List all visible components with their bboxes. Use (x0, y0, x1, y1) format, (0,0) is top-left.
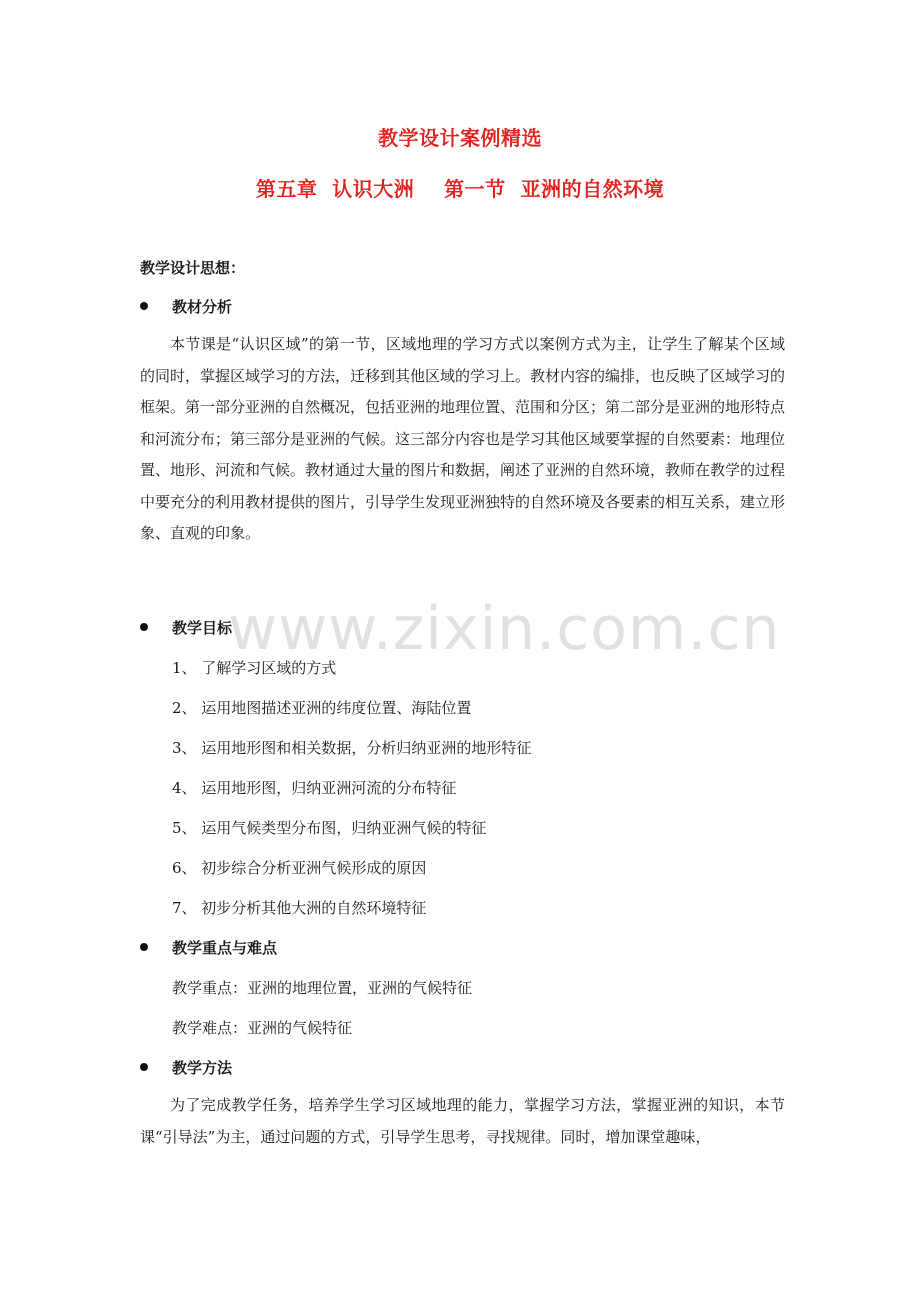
objectives-heading: 教学目标 (172, 619, 233, 637)
page-title: 教学设计案例精选 (378, 126, 542, 150)
bullet-icon (140, 302, 148, 310)
analysis-paragraph: 本节课是“认识区域”的第一节，区域地理的学习方式以案例方式为主，让学生了解某个区域的同时，掌握区域学习的方法，迁移到其他区域的学习上。教材内容的编排，也反映了区域学习的框架。第一部分亚洲的自然概况，包括亚洲的地理位置、范围和分区；第二部分是亚洲的地形特点和河流分布；第三部分是亚洲的气候。这三部分内容也是学习其他区域要掌握的自然要素：地理位置、地形、河流和气候。教材通过大量的图片和数据，阐述了亚洲的自然环境，教师在教学的过程中要充分的利用教材提供的图片，引导学生发现亚洲独特的自然环境及各要素的相互关系，建立形象、直观的印象。 (140, 335, 786, 542)
objective-item: 6、 初步综合分析亚洲气候形成的原因 (172, 859, 427, 877)
design-heading: 教学设计思想： (140, 259, 246, 277)
bullet-icon (140, 943, 148, 951)
section-title: 第一节 亚洲的自然环境 (444, 177, 665, 201)
analysis-heading: 教材分析 (172, 298, 233, 316)
watermark: www.zixin.com.cn (228, 594, 781, 664)
objective-item: 4、 运用地形图，归纳亚洲河流的分布特征 (172, 779, 457, 797)
objective-item: 7、 初步分析其他大洲的自然环境特征 (172, 899, 427, 917)
objective-item: 3、 运用地形图和相关数据，分析归纳亚洲的地形特征 (172, 739, 532, 757)
chapter-title: 第五章 认识大洲 (255, 177, 415, 201)
page-subtitle (0, 173, 920, 202)
methods-heading: 教学方法 (172, 1059, 233, 1077)
key-point-difficulty: 教学难点：亚洲的气候特征 (172, 1019, 353, 1037)
bullet-icon (140, 623, 148, 631)
key-point-focus: 教学重点：亚洲的地理位置，亚洲的气候特征 (172, 979, 473, 997)
bullet-icon (140, 1063, 148, 1071)
objective-item: 1、 了解学习区域的方式 (172, 659, 337, 677)
objective-item: 5、 运用气候类型分布图，归纳亚洲气候的特征 (172, 819, 487, 837)
methods-paragraph: 为了完成教学任务，培养学生学习区域地理的能力，掌握学习方法，掌握亚洲的知识，本节课“引导法”为主，通过问题的方式，引导学生思考，寻找规律。同时，增加课堂趣味， (140, 1096, 785, 1146)
objective-item: 2、 运用地图描述亚洲的纬度位置、海陆位置 (172, 699, 472, 717)
key-points-heading: 教学重点与难点 (172, 939, 278, 957)
